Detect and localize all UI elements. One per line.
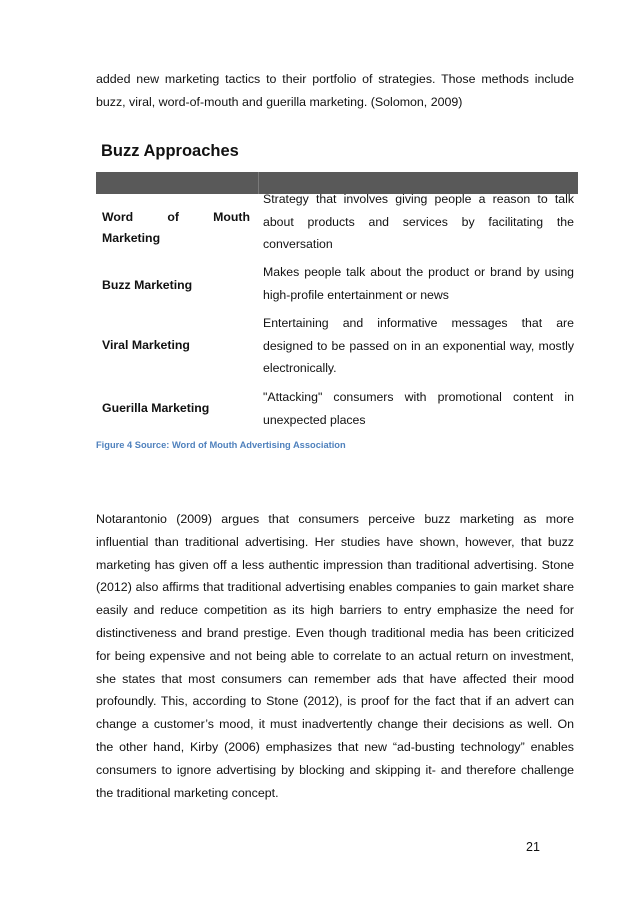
term-cell: Buzz Marketing <box>102 277 193 292</box>
section-heading: Buzz Approaches <box>101 142 239 160</box>
table-row <box>96 262 578 307</box>
term-label-line2: Marketing <box>102 231 161 245</box>
term-cell: Viral Marketing <box>102 338 190 352</box>
table-header-cell-term <box>96 172 259 194</box>
definition-cell: Strategy that involves giving people a reason to talk about products and services by facilitating the conversation <box>263 192 574 251</box>
definition-cell: Entertaining and informative messages that are designed to be passed on in an exponential way, mostly electronically. <box>263 316 574 375</box>
page-number: 21 <box>526 840 540 854</box>
table-row <box>96 386 578 430</box>
table-row <box>96 312 578 378</box>
definition-cell: "Attacking" consumers with promotional content in unexpected places <box>263 390 574 427</box>
intro-paragraph: added new marketing tactics to their portfolio of strategies. Those methods include buzz, viral, word-of-mouth and guerilla marketing. (Solomon, 2009) <box>96 72 574 109</box>
term-cell: Guerilla Marketing <box>102 401 210 415</box>
term-cell <box>96 195 250 257</box>
figure-caption: Figure 4 Source: Word of Mouth Advertising Association <box>96 440 346 450</box>
definition-cell: Makes people talk about the product or brand by using high-profile entertainment or news <box>263 265 574 302</box>
body-paragraph: Notarantonio (2009) argues that consumers perceive buzz marketing as more influential than traditional advertising. Her studies have shown, however, that buzz marketing has given off a less authentic impression than traditional advertising. Stone (2012) also affirms that traditional advertising enables companies to gain market share easily and reduce competition as its high barriers to entry emphasize the need for distinctiveness and brand prestige. Even though traditional media has been criticized for being expensive and not being able to correlate to an actual return on investment, she states that most consumers can remember ads that have affected their mood profoundly. This, according to Stone (2012), is proof for the fact that if an advert can change a customer’s mood, it must inadvertently change their decisions as well. On the other hand, Kirby (2006) emphasizes that new “ad-busting technology” enables consumers to ignore advertising by blocking and skipping it- and therefore challenge the traditional marketing concept. <box>96 512 574 800</box>
table-row <box>96 192 578 257</box>
term-label-line1: Word of Mouth <box>102 210 250 224</box>
